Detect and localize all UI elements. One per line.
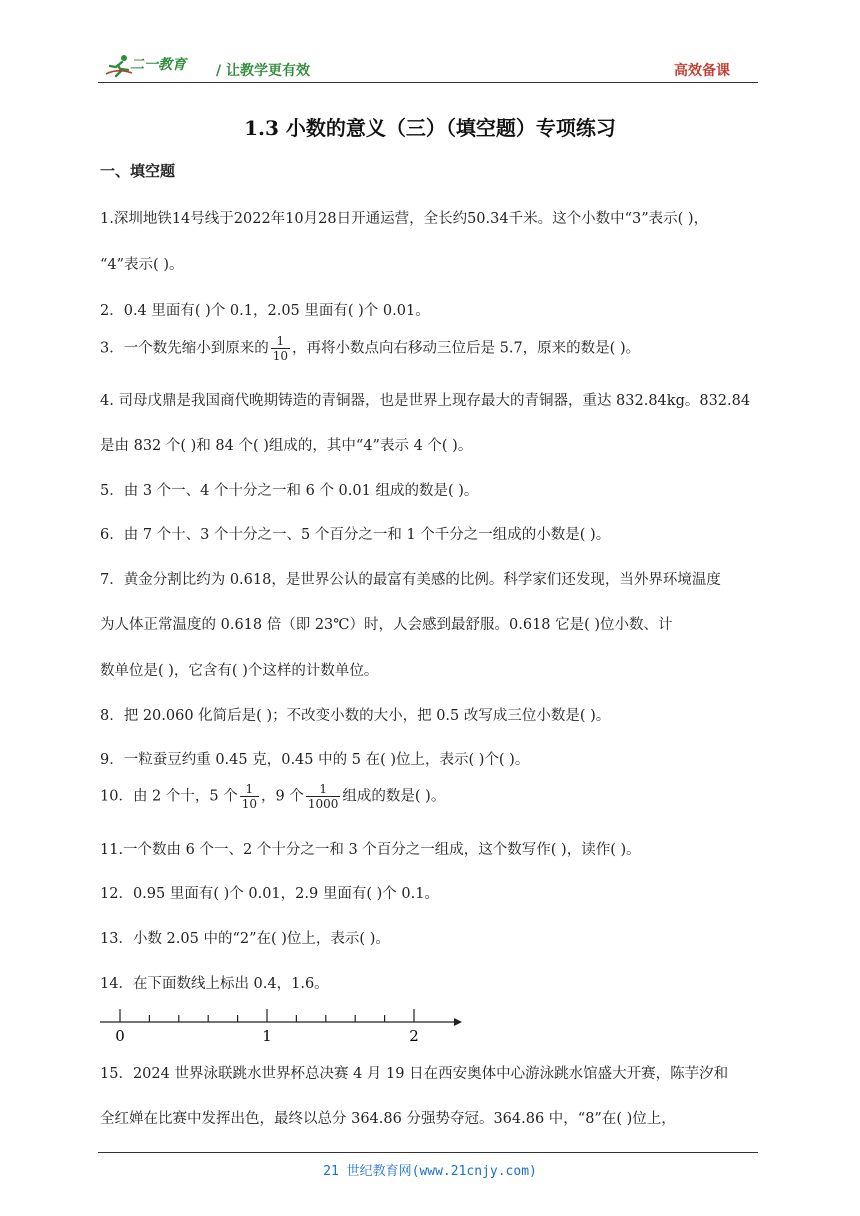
question-3-part-a: 3．一个数先缩小到原来的 xyxy=(100,340,269,357)
question-10-part-b: ，9 个 xyxy=(261,788,304,805)
number-line xyxy=(96,1004,466,1044)
header-right-tag: 高效备课 xyxy=(674,63,730,79)
fraction-denominator: 1000 xyxy=(307,797,339,811)
number-line-ticks xyxy=(120,1009,414,1022)
question-11: 11.一个数由 6 个一、2 个十分之一和 3 个百分之一组成，这个数写作( )，读作( )。 xyxy=(100,842,641,858)
question-5: 5．由 3 个一、4 个十分之一和 6 个 0.01 组成的数是( )。 xyxy=(100,483,479,499)
fraction xyxy=(271,334,290,363)
question-4-line-2: 是由 832 个( )和 84 个( )组成的，其中“4”表示 4 个( )。 xyxy=(100,438,473,454)
question-15-line-1: 15．2024 世界泳联跳水世界杯总决赛 4 月 19 日在西安奥体中心游泳跳水馆盛大开赛，陈芋汐和 xyxy=(100,1066,729,1082)
question-7-line-1: 7．黄金分割比约为 0.618，是世界公认的最富有美感的比例。科学家们还发现，当外界环境温度 xyxy=(100,572,721,588)
logo-text: 二一教育 xyxy=(130,57,186,73)
question-15-line-2: 全红婵在比赛中发挥出色，最终以总分 364.86 分强势夺冠。364.86 中，“8”在( )位上， xyxy=(100,1111,676,1127)
section-heading: 一、填空题 xyxy=(100,162,176,180)
number-line-label-2: 2 xyxy=(409,1027,419,1044)
page-title: 1.3 小数的意义（三）（填空题）专项练习 xyxy=(244,116,616,140)
question-4-line-1: 4. 司母戊鼎是我国商代晚期铸造的青铜器，也是世界上现存最大的青铜器，重达 832.84kg。832.84 xyxy=(100,393,751,409)
question-12: 12．0.95 里面有( )个 0.01，2.9 里面有( )个 0.1。 xyxy=(100,886,439,902)
footer-divider xyxy=(98,1152,758,1153)
fraction xyxy=(306,782,341,811)
question-10-part-a: 10．由 2 个十，5 个 xyxy=(100,788,238,805)
question-1-line-1: 1.深圳地铁14号线于2022年10月28日开通运营，全长约50.34千米。这个小数中“3”表示( )， xyxy=(100,211,709,227)
question-6: 6．由 7 个十、3 个十分之一、5 个百分之一和 1 个千分之一组成的小数是( )。 xyxy=(100,527,611,543)
page-header xyxy=(98,50,758,83)
question-13: 13．小数 2.05 中的“2”在( )位上，表示( )。 xyxy=(100,931,390,947)
question-2: 2．0.4 里面有( )个 0.1，2.05 里面有( )个 0.01。 xyxy=(100,303,430,319)
question-3 xyxy=(100,334,640,363)
fraction-denominator: 10 xyxy=(241,797,258,811)
arrow-right-icon xyxy=(454,1018,462,1026)
fraction xyxy=(240,782,259,811)
footer-link[interactable]: 21 世纪教育网(www.21cnjy.com) xyxy=(323,1164,537,1179)
question-14: 14．在下面数线上标出 0.4，1.6。 xyxy=(100,976,329,992)
question-10-part-c: 组成的数是( )。 xyxy=(342,788,446,805)
question-1-line-2: “4”表示( )。 xyxy=(100,257,184,273)
question-7-line-3: 数单位是( )，它含有( )个这样的计数单位。 xyxy=(100,663,379,679)
fraction-numerator: 1 xyxy=(306,782,341,797)
question-7-line-2: 为人体正常温度的 0.618 倍（即 23℃）时，人会感到最舒服。0.618 它是( )位小数、计 xyxy=(100,617,673,633)
question-8: 8．把 20.060 化简后是( )；不改变小数的大小，把 0.5 改写成三位小数是( )。 xyxy=(100,708,611,724)
fraction-numerator: 1 xyxy=(271,334,290,349)
question-3-part-b: ，再将小数点向右移动三位后是 5.7，原来的数是( )。 xyxy=(292,340,641,357)
header-slogan: / 让教学更有效 xyxy=(216,63,310,79)
number-line-label-0: 0 xyxy=(115,1027,125,1044)
fraction-numerator: 1 xyxy=(240,782,259,797)
number-line-label-1: 1 xyxy=(262,1027,272,1044)
fraction-denominator: 10 xyxy=(272,349,289,363)
question-9: 9．一粒蚕豆约重 0.45 克，0.45 中的 5 在( )位上，表示( )个( )。 xyxy=(100,752,530,768)
question-10 xyxy=(100,782,445,811)
